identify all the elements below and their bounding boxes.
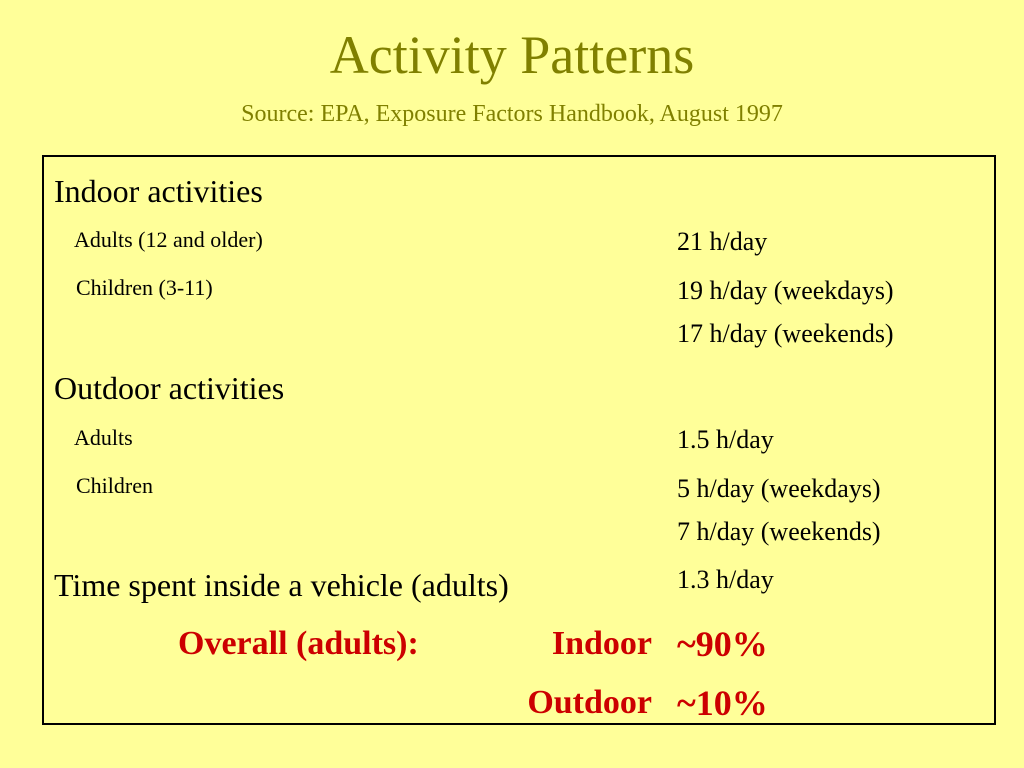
overall-outdoor-value: ~10%: [677, 683, 768, 723]
indoor-adults-label: Adults (12 and older): [74, 227, 263, 252]
indoor-heading: Indoor activities: [54, 173, 263, 209]
indoor-adults-value: 21 h/day: [677, 227, 768, 256]
indoor-children-weekends: 17 h/day (weekends): [677, 319, 894, 348]
indoor-children-weekdays: 19 h/day (weekdays): [677, 276, 894, 305]
overall-indoor-label: Indoor: [551, 625, 652, 662]
outdoor-adults-label: Adults: [74, 425, 133, 450]
outdoor-adults-value: 1.5 h/day: [677, 425, 774, 454]
overall-indoor-value: ~90%: [677, 624, 768, 664]
slide-subtitle: Source: EPA, Exposure Factors Handbook, August 1997: [241, 101, 783, 127]
outdoor-heading: Outdoor activities: [54, 370, 285, 406]
indoor-children-label: Children (3-11): [76, 275, 213, 300]
outdoor-children-weekends: 7 h/day (weekends): [677, 517, 881, 546]
overall-label: Overall (adults):: [178, 625, 419, 662]
outdoor-children-weekdays: 5 h/day (weekdays): [677, 474, 881, 503]
slide-title: Activity Patterns: [329, 25, 695, 85]
vehicle-label: Time spent inside a vehicle (adults): [54, 567, 509, 603]
vehicle-value: 1.3 h/day: [677, 565, 774, 594]
activity-table: [42, 155, 996, 725]
overall-outdoor-label: Outdoor: [527, 684, 652, 721]
outdoor-children-label: Children: [76, 473, 153, 498]
